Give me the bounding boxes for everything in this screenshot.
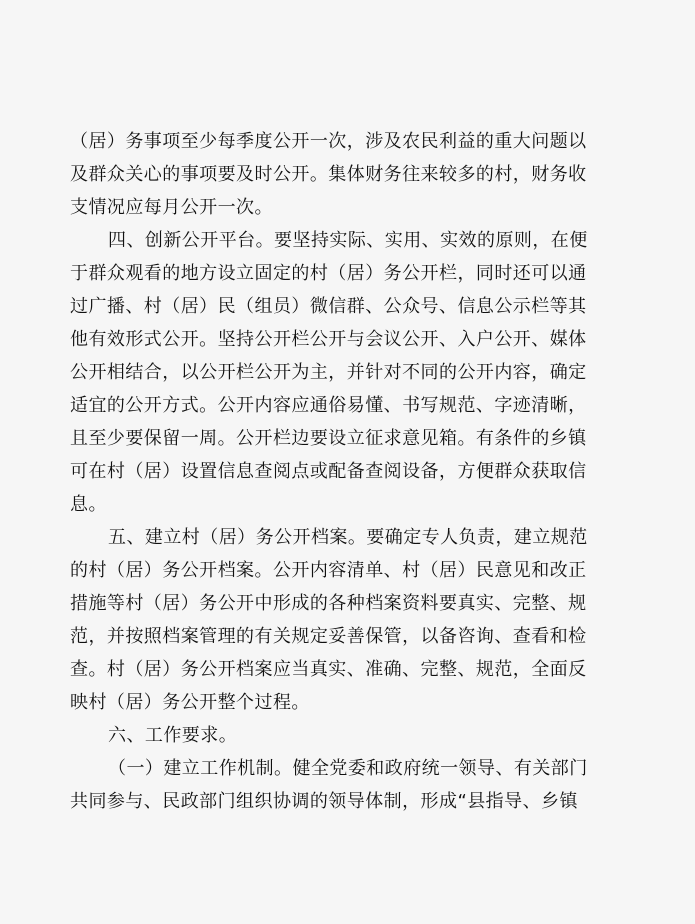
text-line: 适宜的公开方式。公开内容应通俗易懂、书写规范、字迹清晰， xyxy=(70,395,587,416)
paragraph-work-mechanism xyxy=(70,752,610,818)
text-segment: 健全党委和政府统一领导、有关部门 xyxy=(292,758,588,779)
document-body xyxy=(70,125,610,818)
text-line: 过广播、村（居）民（组员）微信群、公众号、信息公示栏等其 xyxy=(70,296,587,317)
text-line: 五、建立村（居）务公开档案。要确定专人负责，建立规范 xyxy=(108,527,588,548)
text-line: 且至少要保留一周。公开栏边要设立征求意见箱。有条件的乡镇 xyxy=(70,428,587,449)
text-line: （居）务事项至少每季度公开一次，涉及农民利益的重大问题以 xyxy=(70,131,587,152)
text-line: 于群众观看的地方设立固定的村（居）务公开栏，同时还可以通 xyxy=(70,263,587,284)
text-line: 四、创新公开平台。要坚持实际、实用、实效的原则，在便 xyxy=(108,230,588,251)
text-line: 措施等村（居）务公开中形成的各种档案资料要真实、完整、规 xyxy=(70,593,587,614)
text-line xyxy=(70,752,610,785)
paragraph-innovate-platform xyxy=(70,224,610,521)
paragraph-work-requirements xyxy=(70,719,610,752)
text-line: 及群众关心的事项要及时公开。集体财务往来较多的村，财务收 xyxy=(70,164,587,185)
text-line: 他有效形式公开。坚持公开栏公开与会议公开、入户公开、媒体 xyxy=(70,329,587,350)
section-heading: 六、工作要求。 xyxy=(108,725,238,746)
subsection-heading: （一）建立工作机制。 xyxy=(108,758,293,779)
text-line: 可在村（居）设置信息查阅点或配备查阅设备，方便群众获取信 xyxy=(70,461,587,482)
text-line: 映村（居）务公开整个过程。 xyxy=(70,692,310,713)
text-line: 范，并按照档案管理的有关规定妥善保管，以备咨询、查看和检 xyxy=(70,626,587,647)
paragraph-continuation xyxy=(70,125,610,224)
text-line: 查。村（居）务公开档案应当真实、准确、完整、规范，全面反 xyxy=(70,659,587,680)
text-line: 息。 xyxy=(70,494,107,515)
text-line: 公开相结合，以公开栏公开为主，并针对不同的公开内容，确定 xyxy=(70,362,587,383)
paragraph-archive xyxy=(70,521,610,719)
text-line: 支情况应每月公开一次。 xyxy=(70,197,273,218)
text-line: 的村（居）务公开档案。公开内容清单、村（居）民意见和改正 xyxy=(70,560,587,581)
text-line: 共同参与、民政部门组织协调的领导体制，形成“县指导、乡镇 xyxy=(70,791,578,812)
